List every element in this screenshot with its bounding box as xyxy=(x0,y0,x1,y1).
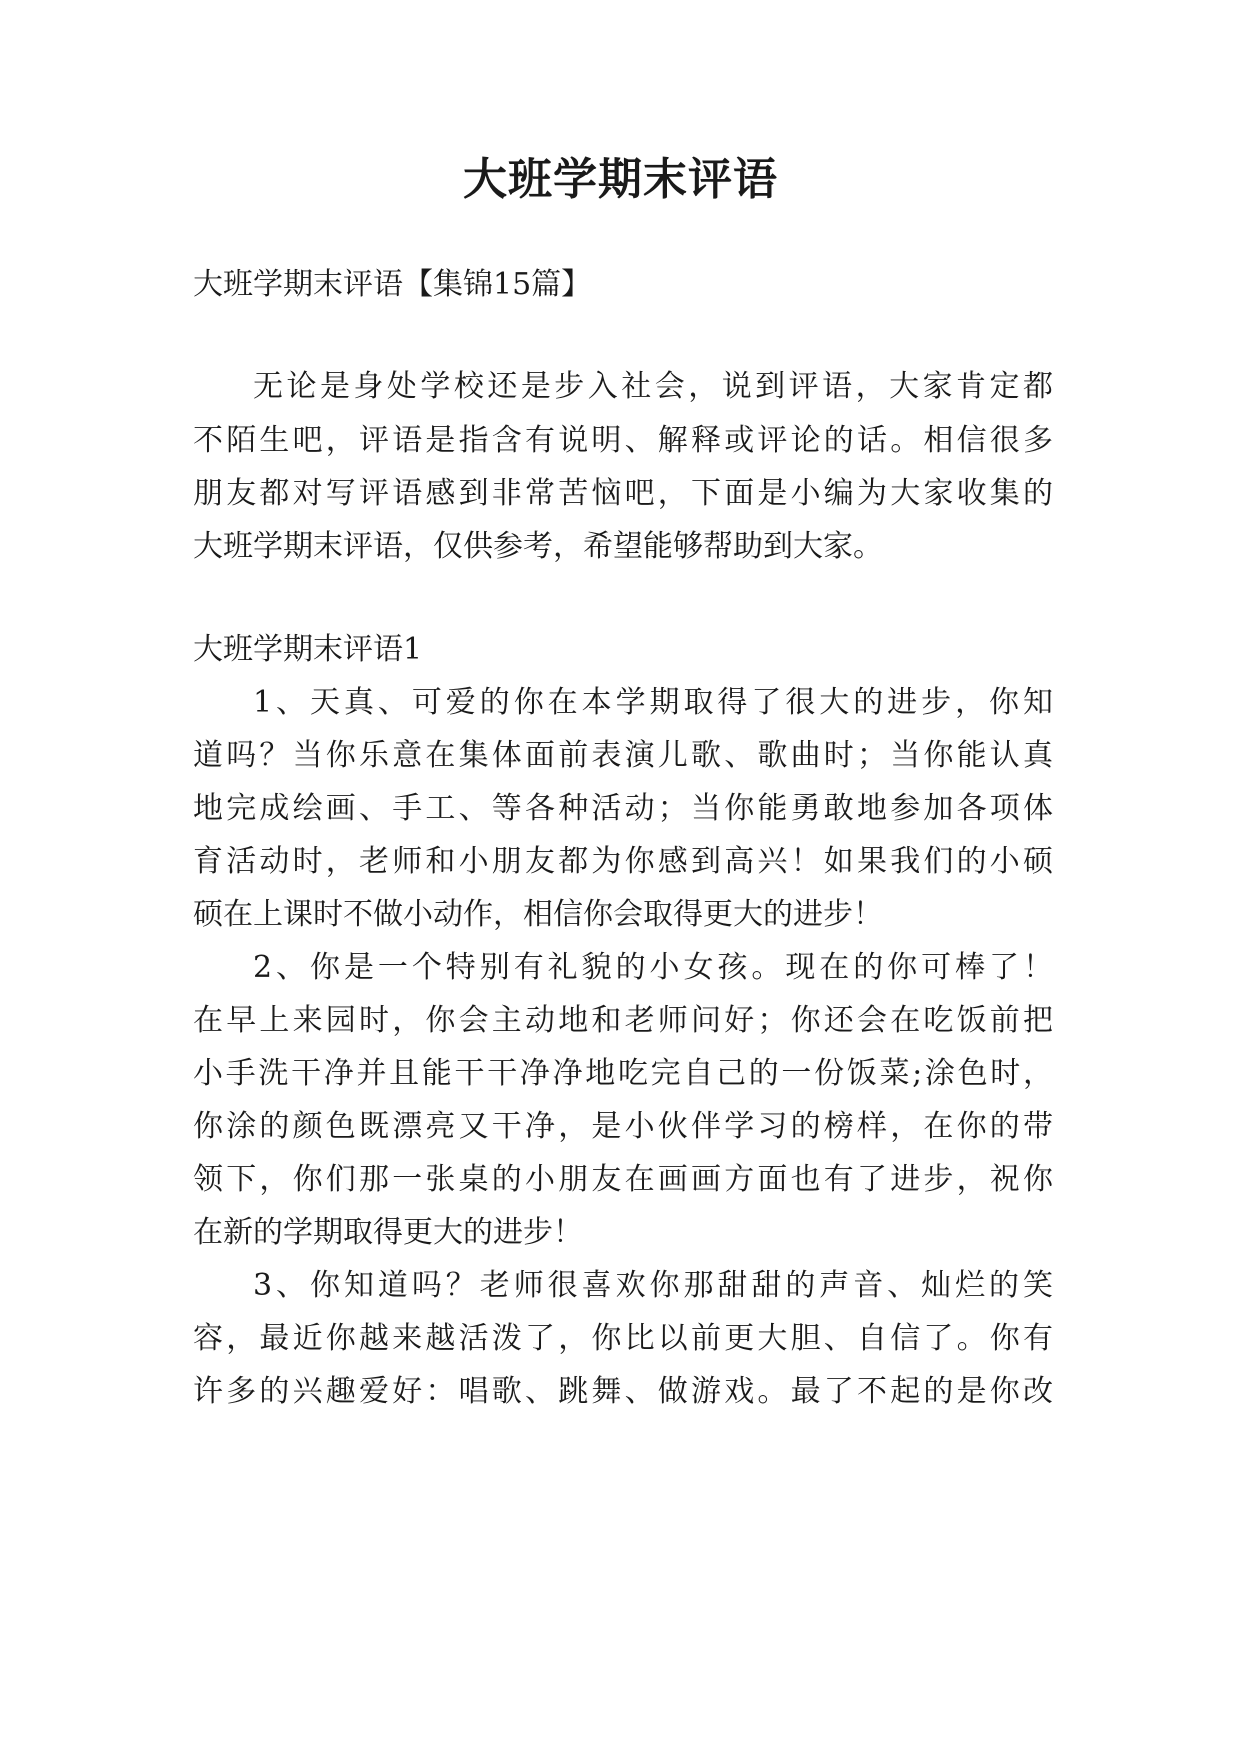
section-heading: 大班学期末评语1 xyxy=(193,632,423,667)
paragraph-line: 在早上来园时，你会主动地和老师问好；你还会在吃饭前把 xyxy=(193,1003,1053,1038)
paragraph-line: 育活动时，老师和小朋友都为你感到高兴！如果我们的小硕 xyxy=(193,844,1053,879)
paragraph-line: 道吗？当你乐意在集体面前表演儿歌、歌曲时；当你能认真 xyxy=(193,738,1053,773)
intro-line: 大班学期末评语，仅供参考，希望能够帮助到大家。 xyxy=(193,529,883,564)
paragraph-line: 硕在上课时不做小动作，相信你会取得更大的进步！ xyxy=(193,897,883,932)
paragraph-line: 小手洗干净并且能干干净净地吃完自己的一份饭菜;涂色时， xyxy=(193,1056,1053,1091)
intro-line: 不陌生吧，评语是指含有说明、解释或评论的话。相信很多 xyxy=(193,423,1053,458)
intro-line: 无论是身处学校还是步入社会，说到评语，大家肯定都 xyxy=(253,369,1053,404)
paragraph-line: 地完成绘画、手工、等各种活动；当你能勇敢地参加各项体 xyxy=(193,791,1053,826)
paragraph-line: 许多的兴趣爱好：唱歌、跳舞、做游戏。最了不起的是你改 xyxy=(193,1374,1053,1409)
paragraph-line: 容，最近你越来越活泼了，你比以前更大胆、自信了。你有 xyxy=(193,1321,1053,1356)
paragraph-line: 2、你是一个特别有礼貌的小女孩。现在的你可棒了！ xyxy=(253,950,1053,985)
paragraph-line: 1、天真、可爱的你在本学期取得了很大的进步，你知 xyxy=(253,685,1053,720)
paragraph-line: 领下，你们那一张桌的小朋友在画画方面也有了进步，祝你 xyxy=(193,1162,1053,1197)
paragraph-line: 在新的学期取得更大的进步！ xyxy=(193,1215,583,1250)
intro-line: 朋友都对写评语感到非常苦恼吧，下面是小编为大家收集的 xyxy=(193,476,1053,511)
document-title: 大班学期末评语 xyxy=(463,154,778,205)
document-subtitle: 大班学期末评语【集锦15篇】 xyxy=(193,267,592,302)
paragraph-line: 你涂的颜色既漂亮又干净，是小伙伴学习的榜样，在你的带 xyxy=(193,1109,1053,1144)
paragraph-line: 3、你知道吗？老师很喜欢你那甜甜的声音、灿烂的笑 xyxy=(253,1268,1053,1303)
